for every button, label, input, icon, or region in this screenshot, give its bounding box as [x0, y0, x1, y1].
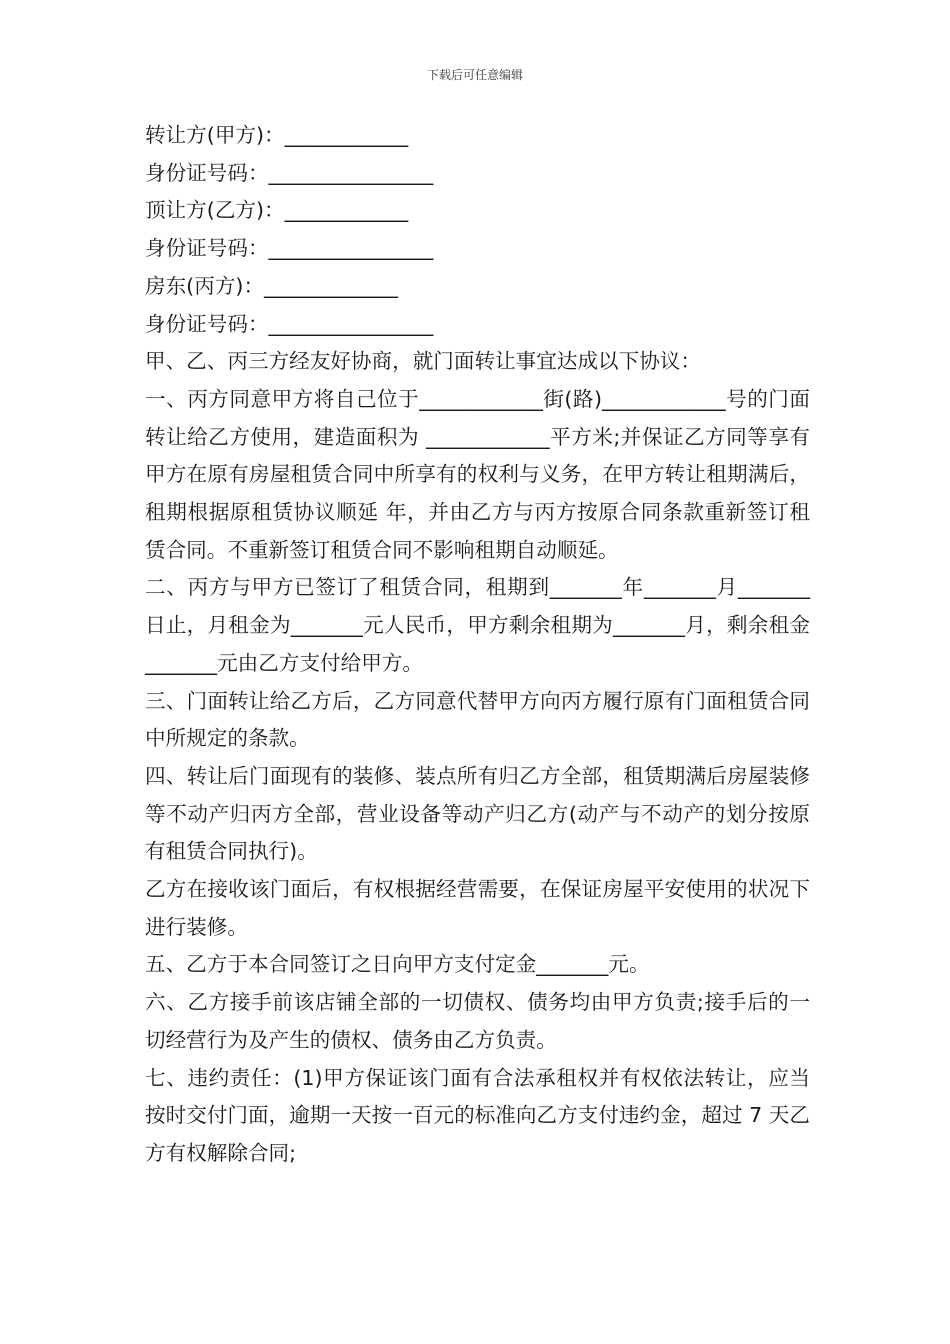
party-a-id-line: 身份证号码：________________ — [145, 160, 434, 185]
page-header-note: 下载后可任意编辑 — [426, 68, 523, 82]
clause-4-supplement: 乙方在接收该门面后，有权根据经营需要，在保证房屋平安使用的状况下进行装修。 — [145, 877, 810, 939]
clause-1: 一、丙方同意甲方将自己位于____________街(路)____________号的门面转让给乙方使用，建造面积为 ____________平方米;并保证乙方同等享有甲方在原有房屋租赁合同中所享有的权利与义务，在甲方转让租期满后，租期根据原租赁协议顺延 年，并由乙方与丙方按原合同条款重新签订租赁合同。不重新签订租赁合同不影响租期自动顺延。 — [145, 386, 810, 562]
clause-3: 三、门面转让给乙方后，乙方同意代替甲方向丙方履行原有门面租赁合同中所规定的条款。 — [145, 688, 810, 751]
agreement-intro: 甲、乙、丙三方经友好协商，就门面转让事宜达成以下协议： — [145, 349, 702, 374]
clause-2: 二、丙方与甲方已签订了租赁合同，租期到_______年_______月_______日止，月租金为_______元人民币，甲方剩余租期为_______月，剩余租金_______元由乙方支付给甲方。 — [145, 575, 810, 675]
contract-body — [145, 117, 810, 1173]
party-c-id-line: 身份证号码：________________ — [145, 311, 434, 336]
clause-5: 五、乙方于本合同签订之日向甲方支付定金_______元。 — [145, 952, 650, 977]
clause-7: 七、违约责任：(1)甲方保证该门面有合法承租权并有权依法转让，应当按时交付门面，逾期一天按一百元的标准向乙方支付违约金，超过 7 天乙方有权解除合同; — [145, 1065, 810, 1165]
clause-4: 四、转让后门面现有的装修、装点所有归乙方全部，租赁期满后房屋装修等不动产归丙方全部，营业设备等动产归乙方(动产与不动产的划分按原有租赁合同执行)。 — [145, 763, 810, 864]
party-b-id-line: 身份证号码：________________ — [145, 236, 434, 261]
party-c-line: 房东(丙方)：_____________ — [145, 273, 398, 298]
party-b-line: 顶让方(乙方)：____________ — [145, 198, 409, 223]
party-a-line: 转让方(甲方)：____________ — [145, 123, 409, 147]
clause-6: 六、乙方接手前该店铺全部的一切债权、债务均由甲方负责;接手后的一切经营行为及产生的债权、债务由乙方负责。 — [145, 990, 810, 1052]
